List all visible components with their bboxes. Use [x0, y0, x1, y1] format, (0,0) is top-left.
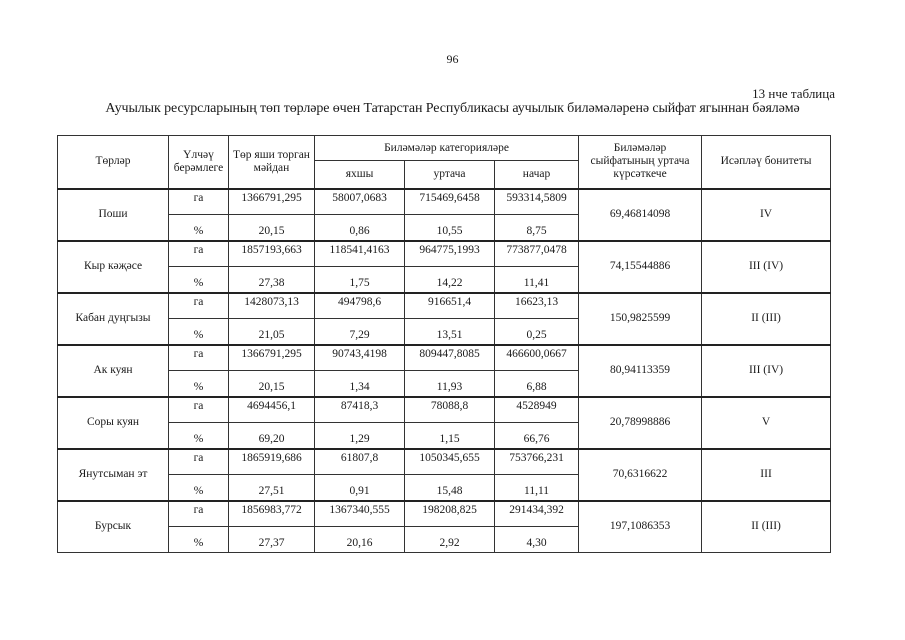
- good-ha: 58007,0683: [315, 189, 405, 215]
- poor-ha: 773877,0478: [495, 241, 579, 267]
- poor-pct: 66,76: [495, 423, 579, 449]
- good-ha: 61807,8: [315, 449, 405, 475]
- area-ha: 1856983,772: [229, 501, 315, 527]
- header-bonitet: Исәпләү бонитеты: [702, 136, 831, 189]
- medium-pct: 15,48: [405, 475, 495, 501]
- avg-quality: 20,78998886: [579, 397, 702, 449]
- species-name: Кыр кәҗәсе: [58, 241, 169, 293]
- area-pct: 27,51: [229, 475, 315, 501]
- table-row: [58, 449, 831, 475]
- area-pct: 69,20: [229, 423, 315, 449]
- header-unit: Үлчәү берәмлеге: [169, 136, 229, 189]
- unit-ha: га: [169, 449, 229, 475]
- avg-quality: 69,46814098: [579, 189, 702, 241]
- page-number: 96: [446, 52, 459, 66]
- poor-pct: 8,75: [495, 215, 579, 241]
- avg-quality: 74,15544886: [579, 241, 702, 293]
- good-pct: 1,75: [315, 267, 405, 293]
- avg-quality: 80,94113359: [579, 345, 702, 397]
- table-row: [58, 345, 831, 371]
- bonitet: III (IV): [702, 241, 831, 293]
- poor-ha: 16623,13: [495, 293, 579, 319]
- unit-pct: %: [169, 267, 229, 293]
- poor-pct: 11,41: [495, 267, 579, 293]
- good-ha: 1367340,555: [315, 501, 405, 527]
- bonitet: III (IV): [702, 345, 831, 397]
- area-ha: 1865919,686: [229, 449, 315, 475]
- hunting-resources-table: [57, 135, 831, 553]
- medium-ha: 1050345,655: [405, 449, 495, 475]
- species-name: Кабан дуңгызы: [58, 293, 169, 345]
- unit-pct: %: [169, 215, 229, 241]
- poor-pct: 0,25: [495, 319, 579, 345]
- good-pct: 0,86: [315, 215, 405, 241]
- area-pct: 27,38: [229, 267, 315, 293]
- table-row: [58, 241, 831, 267]
- medium-ha: 964775,1993: [405, 241, 495, 267]
- medium-ha: 715469,6458: [405, 189, 495, 215]
- unit-pct: %: [169, 319, 229, 345]
- avg-quality: 150,9825599: [579, 293, 702, 345]
- header-cat-medium: уртача: [405, 161, 495, 189]
- poor-ha: 466600,0667: [495, 345, 579, 371]
- medium-ha: 78088,8: [405, 397, 495, 423]
- poor-pct: 11,11: [495, 475, 579, 501]
- unit-pct: %: [169, 475, 229, 501]
- good-ha: 494798,6: [315, 293, 405, 319]
- bonitet: III: [702, 449, 831, 501]
- table-row: [58, 293, 831, 319]
- bonitet: V: [702, 397, 831, 449]
- unit-pct: %: [169, 371, 229, 397]
- header-cat-poor: начар: [495, 161, 579, 189]
- header-area: Төр яши торган мәйдан: [229, 136, 315, 189]
- medium-pct: 11,93: [405, 371, 495, 397]
- medium-pct: 2,92: [405, 527, 495, 553]
- poor-ha: 753766,231: [495, 449, 579, 475]
- table-row: [58, 189, 831, 215]
- medium-ha: 809447,8085: [405, 345, 495, 371]
- poor-ha: 4528949: [495, 397, 579, 423]
- table-label: 13 нче таблица: [752, 86, 835, 101]
- species-name: Соры куян: [58, 397, 169, 449]
- bonitet: II (III): [702, 293, 831, 345]
- table-caption: Аучылык ресурсларының төп төрләре өчен Татарстан Республикасы аучылык биләмәләренә сыйфат ягыннан бәяләмә: [105, 101, 800, 116]
- area-pct: 20,15: [229, 215, 315, 241]
- poor-pct: 4,30: [495, 527, 579, 553]
- good-pct: 1,34: [315, 371, 405, 397]
- medium-pct: 10,55: [405, 215, 495, 241]
- avg-quality: 197,1086353: [579, 501, 702, 553]
- good-pct: 0,91: [315, 475, 405, 501]
- area-ha: 1366791,295: [229, 345, 315, 371]
- species-name: Бурсык: [58, 501, 169, 553]
- unit-ha: га: [169, 241, 229, 267]
- medium-ha: 198208,825: [405, 501, 495, 527]
- header-avg-quality: Биләмәләр сыйфатының уртача күрсәткече: [579, 136, 702, 189]
- header-species: Төрләр: [58, 136, 169, 189]
- good-ha: 87418,3: [315, 397, 405, 423]
- table-body: [58, 189, 831, 553]
- unit-ha: га: [169, 397, 229, 423]
- good-ha: 118541,4163: [315, 241, 405, 267]
- species-name: Ак куян: [58, 345, 169, 397]
- unit-ha: га: [169, 345, 229, 371]
- area-ha: 1366791,295: [229, 189, 315, 215]
- poor-ha: 593314,5809: [495, 189, 579, 215]
- species-name: Янутсыман эт: [58, 449, 169, 501]
- table-row: [58, 397, 831, 423]
- area-ha: 4694456,1: [229, 397, 315, 423]
- medium-pct: 13,51: [405, 319, 495, 345]
- area-pct: 27,37: [229, 527, 315, 553]
- area-pct: 21,05: [229, 319, 315, 345]
- unit-pct: %: [169, 527, 229, 553]
- area-ha: 1428073,13: [229, 293, 315, 319]
- species-name: Поши: [58, 189, 169, 241]
- unit-pct: %: [169, 423, 229, 449]
- medium-pct: 1,15: [405, 423, 495, 449]
- medium-ha: 916651,4: [405, 293, 495, 319]
- bonitet: IV: [702, 189, 831, 241]
- bonitet: II (III): [702, 501, 831, 553]
- avg-quality: 70,6316622: [579, 449, 702, 501]
- header-cat-good: яхшы: [315, 161, 405, 189]
- unit-ha: га: [169, 501, 229, 527]
- table-row: [58, 501, 831, 527]
- poor-pct: 6,88: [495, 371, 579, 397]
- good-pct: 7,29: [315, 319, 405, 345]
- area-pct: 20,15: [229, 371, 315, 397]
- good-pct: 20,16: [315, 527, 405, 553]
- header-categories: Биләмәләр категорияләре: [315, 136, 579, 161]
- good-ha: 90743,4198: [315, 345, 405, 371]
- good-pct: 1,29: [315, 423, 405, 449]
- medium-pct: 14,22: [405, 267, 495, 293]
- poor-ha: 291434,392: [495, 501, 579, 527]
- unit-ha: га: [169, 293, 229, 319]
- area-ha: 1857193,663: [229, 241, 315, 267]
- unit-ha: га: [169, 189, 229, 215]
